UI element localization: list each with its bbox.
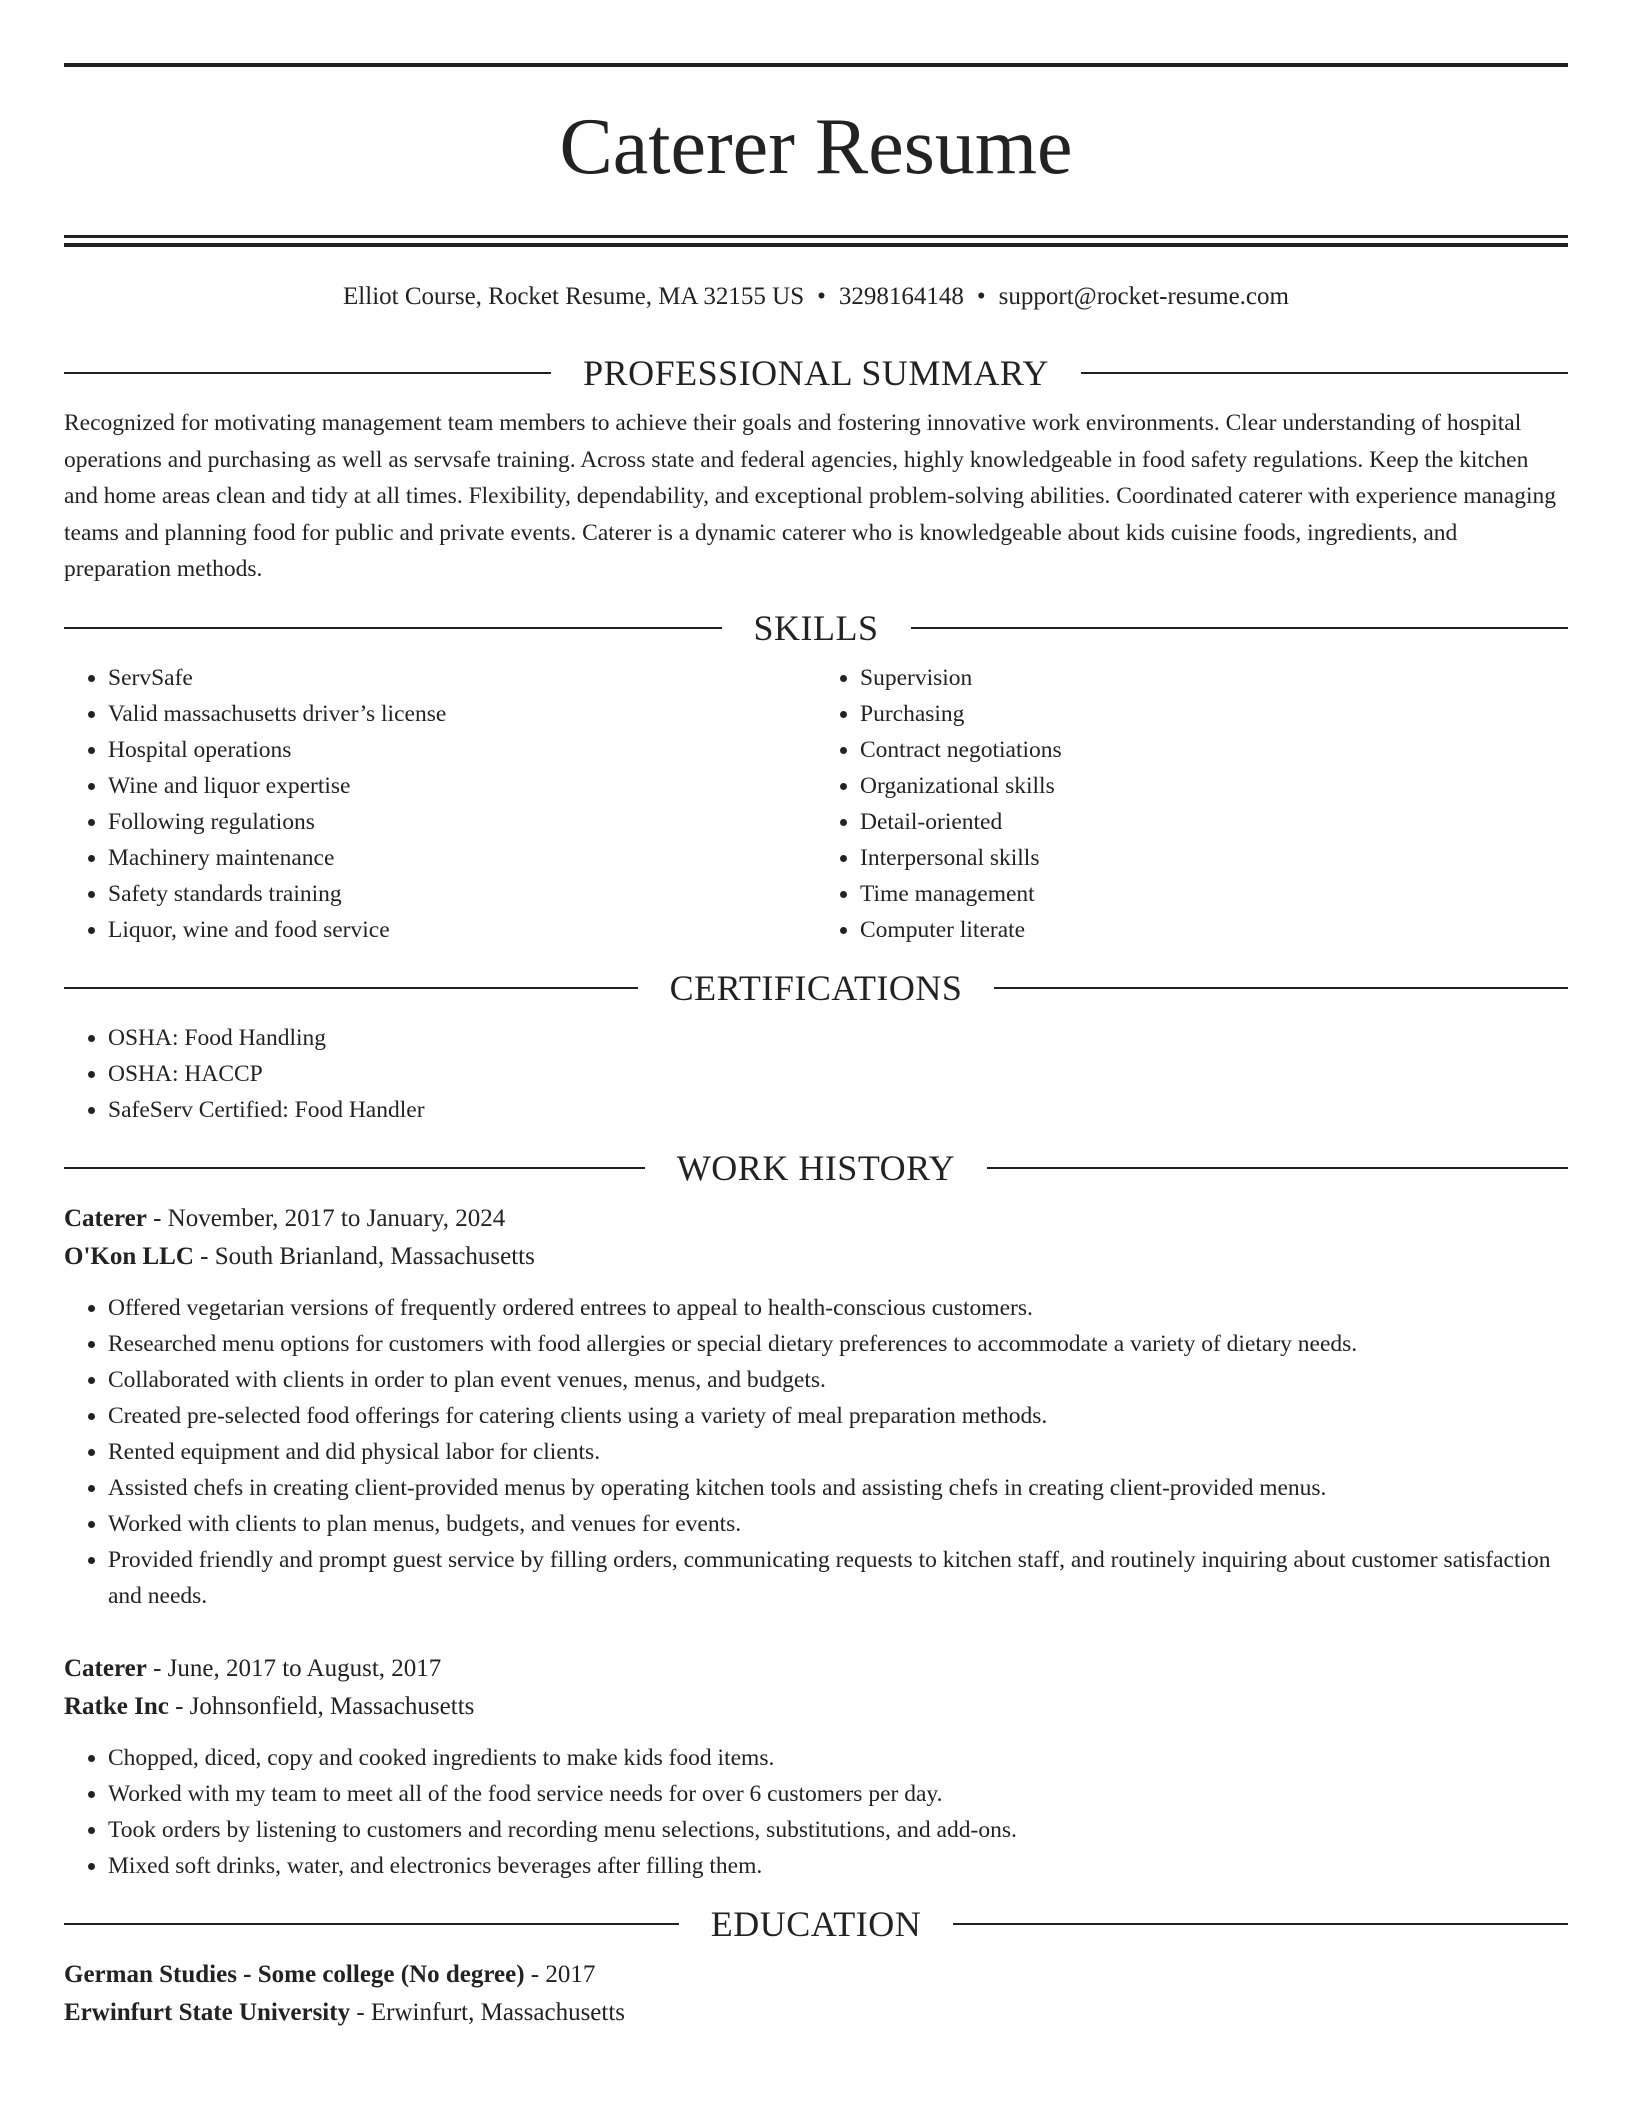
list-item: • Took orders by listening to customers and recording menu selections, substitutions, and add-ons. bbox=[108, 1812, 1568, 1848]
list-item: • Worked with my team to meet all of the food service needs for over 6 customers per day. bbox=[108, 1776, 1568, 1812]
contact-address: Elliot Course, Rocket Resume, MA 32155 US bbox=[343, 283, 805, 310]
work-history-list bbox=[64, 1200, 1568, 1884]
contact-separator: • bbox=[976, 283, 986, 310]
list-item: • SafeServ Certified: Food Handler bbox=[108, 1092, 1568, 1128]
education-section-heading bbox=[64, 1902, 1568, 1946]
education-school: Erwinfurt State University bbox=[64, 1998, 351, 2026]
work-heading-label: WORK HISTORY bbox=[676, 1147, 956, 1188]
list-item: • OSHA: HACCP bbox=[108, 1056, 1568, 1092]
skills-section-heading bbox=[64, 606, 1568, 650]
education-heading-label: EDUCATION bbox=[710, 1903, 922, 1944]
skills-heading-label: SKILLS bbox=[753, 607, 879, 648]
heading-rule-left bbox=[64, 627, 722, 629]
top-rule bbox=[64, 63, 1568, 67]
list-item: • Mixed soft drinks, water, and electronics beverages after filling them. bbox=[108, 1848, 1568, 1884]
skills-grid bbox=[64, 660, 1568, 948]
heading-rule-right bbox=[994, 987, 1568, 989]
list-item: • Collaborated with clients in order to plan event venues, menus, and budgets. bbox=[108, 1362, 1568, 1398]
list-item: • Safety standards training bbox=[108, 876, 816, 912]
job-company-line bbox=[64, 1688, 1568, 1726]
page-title: Caterer Resume bbox=[559, 103, 1073, 191]
education-location: - Erwinfurt, Massachusetts bbox=[350, 1998, 626, 2026]
job-title-line bbox=[64, 1650, 1568, 1688]
contact-line bbox=[64, 281, 1568, 313]
list-item: • Chopped, diced, copy and cooked ingredients to make kids food items. bbox=[108, 1740, 1568, 1776]
list-item: • Created pre-selected food offerings for catering clients using a variety of meal preparation methods. bbox=[108, 1398, 1568, 1434]
list-item: • Wine and liquor expertise bbox=[108, 768, 816, 804]
job-location: - South Brianland, Massachusetts bbox=[193, 1242, 535, 1270]
list-item: • Following regulations bbox=[108, 804, 816, 840]
job-entry bbox=[64, 1650, 1568, 1884]
list-item: • Provided friendly and prompt guest service by filling orders, communicating requests to kitchen staff, and routinely inquiring about customer satisfaction and needs. bbox=[108, 1542, 1568, 1614]
list-item: • Supervision bbox=[860, 660, 1568, 696]
heading-rule-left bbox=[64, 372, 551, 374]
contact-email: support@rocket-resume.com bbox=[998, 283, 1289, 310]
summary-heading-label: PROFESSIONAL SUMMARY bbox=[583, 353, 1049, 393]
list-item: • Purchasing bbox=[860, 696, 1568, 732]
education-degree: German Studies - Some college (No degree) bbox=[64, 1960, 525, 1988]
job-company-line bbox=[64, 1238, 1568, 1276]
education-year: - 2017 bbox=[524, 1960, 596, 1988]
list-item: • Time management bbox=[860, 876, 1568, 912]
list-item: • Machinery maintenance bbox=[108, 840, 816, 876]
job-dates: - November, 2017 to January, 2024 bbox=[146, 1204, 506, 1232]
job-title: Caterer bbox=[64, 1204, 147, 1232]
title-double-rule bbox=[64, 235, 1568, 247]
list-item: • Researched menu options for customers with food allergies or special dietary preferences to accommodate a variety of dietary needs. bbox=[108, 1326, 1568, 1362]
skills-list-left bbox=[64, 660, 816, 948]
list-item: • Valid massachusetts driver’s license bbox=[108, 696, 816, 732]
certifications-section-heading bbox=[64, 966, 1568, 1010]
list-item: • Computer literate bbox=[860, 912, 1568, 948]
job-bullets bbox=[64, 1740, 1568, 1884]
list-item: • Assisted chefs in creating client-provided menus by operating kitchen tools and assisting chefs in creating client-provided menus. bbox=[108, 1470, 1568, 1506]
skills-list-right bbox=[816, 660, 1568, 948]
list-item: • ServSafe bbox=[108, 660, 816, 696]
heading-rule-left bbox=[64, 1923, 679, 1925]
heading-rule-left bbox=[64, 1167, 645, 1169]
list-item: • Liquor, wine and food service bbox=[108, 912, 816, 948]
job-entry bbox=[64, 1200, 1568, 1614]
work-section-heading bbox=[64, 1146, 1568, 1190]
job-location: - Johnsonfield, Massachusetts bbox=[168, 1692, 475, 1720]
list-item: • Hospital operations bbox=[108, 732, 816, 768]
heading-rule-right bbox=[1081, 372, 1568, 374]
list-item: • OSHA: Food Handling bbox=[108, 1020, 1568, 1056]
education-degree-line bbox=[64, 1956, 1568, 1994]
contact-separator: • bbox=[817, 283, 826, 310]
summary-text: Recognized for motivating management team members to achieve their goals and fostering innovative work environments. Clear understanding of hospital operations and purchasing as well as servsafe training. Across state and federal agencies, highly knowledgeable in food safety regulations. Keep the kitchen and home areas clean and tidy at all times. Flexibility, dependability, and exceptional problem-solving abilities. Coordinated caterer with experience managing teams and planning food for public and private events. Caterer is a dynamic caterer who is knowledgeable about kids cuisine foods, ingredients, and preparation methods. bbox=[64, 410, 1556, 582]
heading-rule-right bbox=[911, 627, 1569, 629]
list-item: • Rented equipment and did physical labor for clients. bbox=[108, 1434, 1568, 1470]
job-dates: - June, 2017 to August, 2017 bbox=[146, 1654, 442, 1682]
certifications-list bbox=[64, 1020, 1568, 1128]
job-title-line bbox=[64, 1200, 1568, 1238]
list-item: • Offered vegetarian versions of frequently ordered entrees to appeal to health-conscious customers. bbox=[108, 1290, 1568, 1326]
certifications-heading-label: CERTIFICATIONS bbox=[669, 967, 963, 1008]
list-item: • Organizational skills bbox=[860, 768, 1568, 804]
list-item: • Interpersonal skills bbox=[860, 840, 1568, 876]
list-item: • Detail-oriented bbox=[860, 804, 1568, 840]
heading-rule-right bbox=[953, 1923, 1568, 1925]
heading-rule-right bbox=[987, 1167, 1568, 1169]
education-entry bbox=[64, 1956, 1568, 2032]
heading-rule-left bbox=[64, 987, 638, 989]
summary-section-heading bbox=[64, 351, 1568, 395]
list-item: • Contract negotiations bbox=[860, 732, 1568, 768]
job-title: Caterer bbox=[64, 1654, 147, 1682]
job-bullets bbox=[64, 1290, 1568, 1614]
job-company: Ratke Inc bbox=[64, 1692, 169, 1720]
contact-phone: 3298164148 bbox=[838, 283, 964, 310]
job-company: O'Kon LLC bbox=[64, 1242, 194, 1270]
education-school-line bbox=[64, 1994, 1568, 2032]
list-item: • Worked with clients to plan menus, budgets, and venues for events. bbox=[108, 1506, 1568, 1542]
